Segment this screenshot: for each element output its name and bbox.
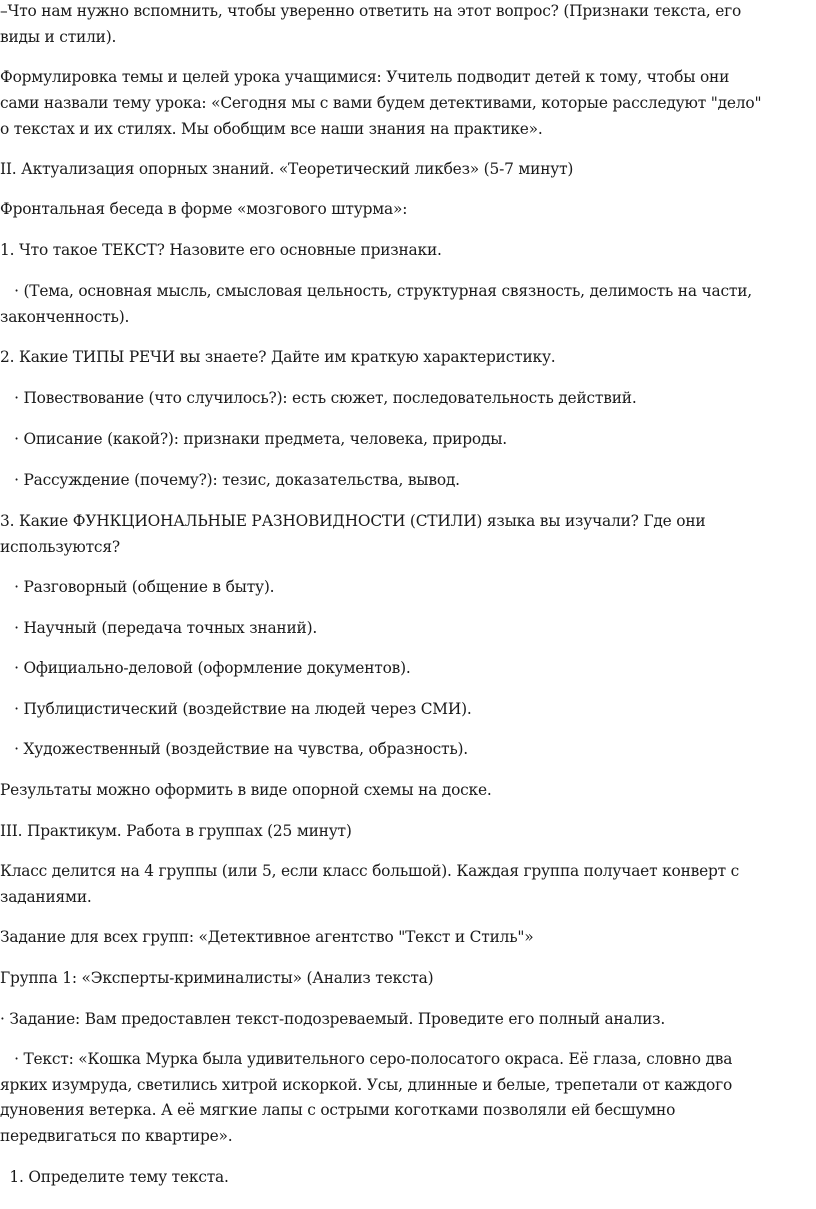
list-item: · Разговорный (общение в быту).	[0, 578, 275, 596]
text-line: Задание для всех групп: «Детективное агентство "Текст и Стиль"»	[0, 928, 534, 946]
text-line: о текстах и их стилях. Мы обобщим все наши знания на практике».	[0, 120, 543, 138]
list-item: · Описание (какой?): признаки предмета, человека, природы.	[0, 430, 507, 448]
list-item: · Официально-деловой (оформление документов).	[0, 659, 411, 677]
question-line: 2. Какие ТИПЫ РЕЧИ вы знаете? Дайте им краткую характеристику.	[0, 348, 556, 366]
text-line: используются?	[0, 538, 120, 556]
text-line: –Что нам нужно вспомнить, чтобы уверенно ответить на этот вопрос? (Признаки текста, его	[0, 2, 742, 20]
text-line: Формулировка темы и целей урока учащимися: Учитель подводит детей к тому, чтобы они	[0, 68, 730, 86]
list-item: · (Тема, основная мысль, смысловая цельность, структурная связность, делимость на части,	[0, 282, 752, 300]
list-item: · Задание: Вам предоставлен текст-подозреваемый. Проведите его полный анализ.	[0, 1010, 666, 1028]
list-item: · Научный (передача точных знаний).	[0, 619, 318, 637]
group-heading: Группа 1: «Эксперты-криминалисты» (Анализ текста)	[0, 969, 434, 987]
section-heading: III. Практикум. Работа в группах (25 минут)	[0, 822, 352, 840]
list-item: · Повествование (что случилось?): есть сюжет, последовательность действий.	[0, 389, 637, 407]
list-item: 1. Определите тему текста.	[0, 1168, 229, 1186]
list-item: · Текст: «Кошка Мурка была удивительного серо-полосатого окраса. Её глаза, словно два	[0, 1050, 733, 1068]
text-line: ярких изумруда, светились хитрой искоркой. Усы, длинные и белые, трепетали от каждого	[0, 1076, 733, 1094]
section-heading: II. Актуализация опорных знаний. «Теоретический ликбез» (5-7 минут)	[0, 160, 574, 178]
question-line: 1. Что такое ТЕКСТ? Назовите его основные признаки.	[0, 241, 442, 259]
text-line: сами назвали тему урока: «Сегодня мы с вами будем детективами, которые расследуют "дело"	[0, 94, 762, 112]
text-line: Класс делится на 4 группы (или 5, если класс большой). Каждая группа получает конверт с	[0, 862, 740, 880]
text-line: дуновения ветерка. А её мягкие лапы с острыми коготками позволяли ей бесшумно	[0, 1101, 676, 1119]
text-line: заданиями.	[0, 888, 92, 906]
text-line: передвигаться по квартире».	[0, 1127, 233, 1145]
text-line: виды и стили).	[0, 28, 117, 46]
text-line: Результаты можно оформить в виде опорной схемы на доске.	[0, 781, 492, 799]
list-item: · Художественный (воздействие на чувства, образность).	[0, 740, 469, 758]
text-line: законченность).	[0, 308, 130, 326]
list-item: · Рассуждение (почему?): тезис, доказательства, вывод.	[0, 471, 460, 489]
question-line: 3. Какие ФУНКЦИОНАЛЬНЫЕ РАЗНОВИДНОСТИ (СТИЛИ) языка вы изучали? Где они	[0, 512, 706, 530]
list-item: · Публицистический (воздействие на людей через СМИ).	[0, 700, 472, 718]
text-line: Фронтальная беседа в форме «мозгового штурма»:	[0, 200, 408, 218]
